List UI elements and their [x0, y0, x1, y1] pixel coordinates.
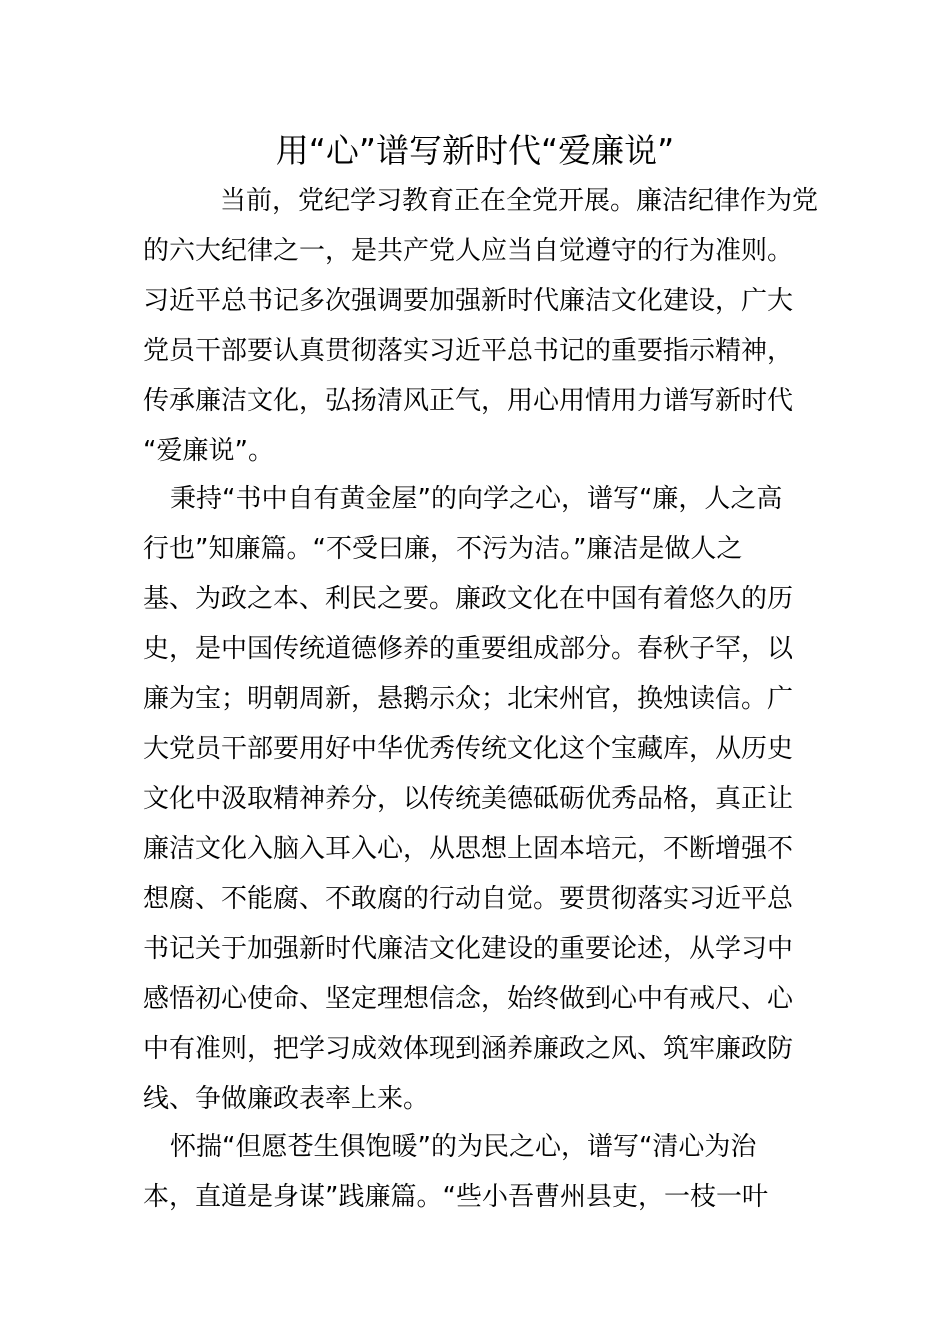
paragraph-line: 廉为宝；明朝周新，悬鹅示众；北宋州官，换烛读信。广: [143, 684, 794, 714]
paragraph-line: 线、争做廉政表率上来。: [143, 1084, 430, 1114]
paragraph-line: 基、为政之本、利民之要。廉政文化在中国有着悠久的历: [143, 584, 794, 614]
paragraph-line: 史，是中国传统道德修养的重要组成部分。春秋子罕，以: [143, 634, 794, 664]
paragraph-line: 廉洁文化入脑入耳入心，从思想上固本培元，不断增强不: [143, 834, 794, 864]
document-title: 用“心”谱写新时代“爱廉说”: [275, 131, 675, 170]
paragraph-line: 党员干部要认真贯彻落实习近平总书记的重要指示精神，: [143, 336, 794, 366]
paragraph-line: 文化中汲取精神养分，以传统美德砥砺优秀品格，真正让: [143, 784, 794, 814]
paragraph-line: 秉持“书中自有黄金屋”的向学之心，谱写“廉，人之高: [170, 484, 783, 514]
paragraph-line: 传承廉洁文化，弘扬清风正气，用心用情用力谱写新时代: [143, 386, 794, 416]
paragraph-line: 中有准则，把学习成效体现到涵养廉政之风、筑牢廉政防: [143, 1034, 794, 1064]
paragraph-line: 习近平总书记多次强调要加强新时代廉洁文化建设，广大: [143, 286, 794, 316]
paragraph-line: 想腐、不能腐、不敢腐的行动自觉。要贯彻落实习近平总: [143, 884, 794, 914]
paragraph-line: 感悟初心使命、坚定理想信念，始终做到心中有戒尺、心: [143, 984, 794, 1014]
paragraph-line: 书记关于加强新时代廉洁文化建设的重要论述，从学习中: [143, 934, 794, 964]
paragraph-line: 当前，党纪学习教育正在全党开展。廉洁纪律作为党: [220, 186, 819, 216]
paragraph-line: 怀揣“但愿苍生俱饱暖”的为民之心，谱写“清心为治: [170, 1132, 757, 1162]
paragraph-line: 本，直道是身谋”践廉篇。“些小吾曹州县吏，一枝一叶: [143, 1182, 768, 1212]
paragraph-line: 行也”知廉篇。“不受曰廉，不污为洁。”廉洁是做人之: [143, 534, 743, 564]
paragraph-line: 的六大纪律之一，是共产党人应当自觉遵守的行为准则。: [143, 236, 794, 266]
paragraph-line: “爱廉说”。: [143, 436, 274, 466]
paragraph-line: 大党员干部要用好中华优秀传统文化这个宝藏库，从历史: [143, 734, 794, 764]
